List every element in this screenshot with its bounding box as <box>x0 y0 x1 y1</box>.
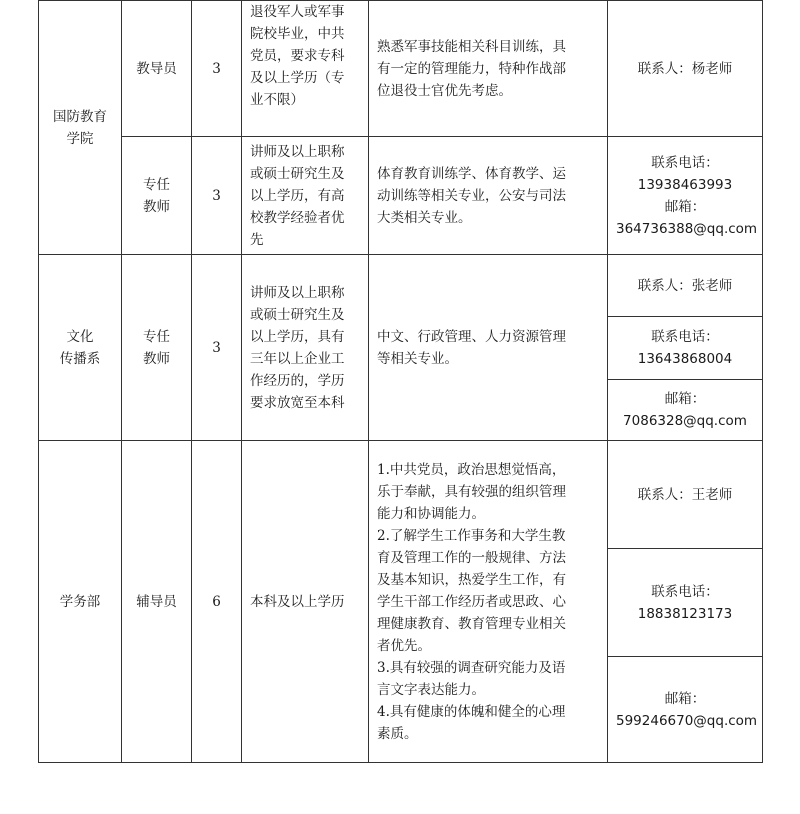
contact-person-cell: 联系人：王老师 <box>608 441 763 549</box>
requirements-cell: 熟悉军事技能相关科目训练，具 有一定的管理能力，特种作战部 位退役士官优先考虑。 <box>369 1 608 137</box>
email-address: 599246670@qq.com <box>616 712 758 729</box>
phone-label: 联系电话： <box>651 154 719 171</box>
education-cell: 本科及以上学历 <box>242 441 369 763</box>
table-row <box>39 441 763 549</box>
requirements-cell: 1.中共党员，政治思想觉悟高， 乐于奉献，具有较强的组织管理 能力和协调能力。 2.了解学生工作事务和大学生教 育及管理工作的一般规律、方法 及基本知识，热爱学生工作，有 学生干部工作经历者或思政、心 理健康教育、教育管理专业相关 者优先。 3.具有较强的调查研究能力及语 言文字表达能力。 4.具有健康的体魄和健全的心理 素质。 <box>369 441 608 763</box>
email-label: 邮箱： <box>664 391 706 407</box>
contact-phone-cell <box>608 317 763 380</box>
email-label: 邮箱： <box>664 198 706 215</box>
education-cell: 讲师及以上职称 或硕士研究生及 以上学历，有高 校教学经验者优 先 <box>242 137 369 255</box>
table-row <box>39 137 763 255</box>
phone-number: 18838123173 <box>637 605 733 622</box>
education-cell: 讲师及以上职称 或硕士研究生及 以上学历，具有 三年以上企业工 作经历的，学历 要求放宽至本科 <box>242 255 369 441</box>
phone-label: 联系电话： <box>651 583 719 600</box>
table-row <box>39 1 763 137</box>
education-cell: 退役军人或军事 院校毕业，中共 党员，要求专科 及以上学历（专 业不限） <box>242 1 369 137</box>
department-cell: 国防教育 学院 <box>39 1 122 255</box>
position-count-cell: 6 <box>192 441 242 763</box>
contact-person-cell: 联系人：杨老师 <box>608 1 763 137</box>
department-cell: 学务部 <box>39 441 122 763</box>
phone-label: 联系电话： <box>651 329 719 345</box>
email-address: 364736388@qq.com <box>616 220 758 237</box>
position-count-cell: 3 <box>192 137 242 255</box>
position-title-cell: 专任 教师 <box>122 255 192 441</box>
contact-info-cell <box>608 137 763 255</box>
position-count-cell: 3 <box>192 1 242 137</box>
contact-email-cell <box>608 657 763 763</box>
email-label: 邮箱： <box>664 690 706 707</box>
position-title-cell: 教导员 <box>122 1 192 137</box>
phone-number: 13938463993 <box>637 176 733 193</box>
email-address: 7086328@qq.com <box>623 413 747 429</box>
requirements-cell: 体育教育训练学、体育教学、运 动训练等相关专业，公安与司法 大类相关专业。 <box>369 137 608 255</box>
department-cell: 文化 传播系 <box>39 255 122 441</box>
position-title-cell: 辅导员 <box>122 441 192 763</box>
recruitment-table <box>38 0 763 763</box>
requirements-cell: 中文、行政管理、人力资源管理 等相关专业。 <box>369 255 608 441</box>
contact-person-cell: 联系人：张老师 <box>608 255 763 317</box>
contact-phone-cell <box>608 549 763 657</box>
position-count-cell: 3 <box>192 255 242 441</box>
phone-number: 13643868004 <box>637 351 733 367</box>
table-row <box>39 255 763 317</box>
contact-email-cell <box>608 380 763 441</box>
position-title-cell: 专任 教师 <box>122 137 192 255</box>
